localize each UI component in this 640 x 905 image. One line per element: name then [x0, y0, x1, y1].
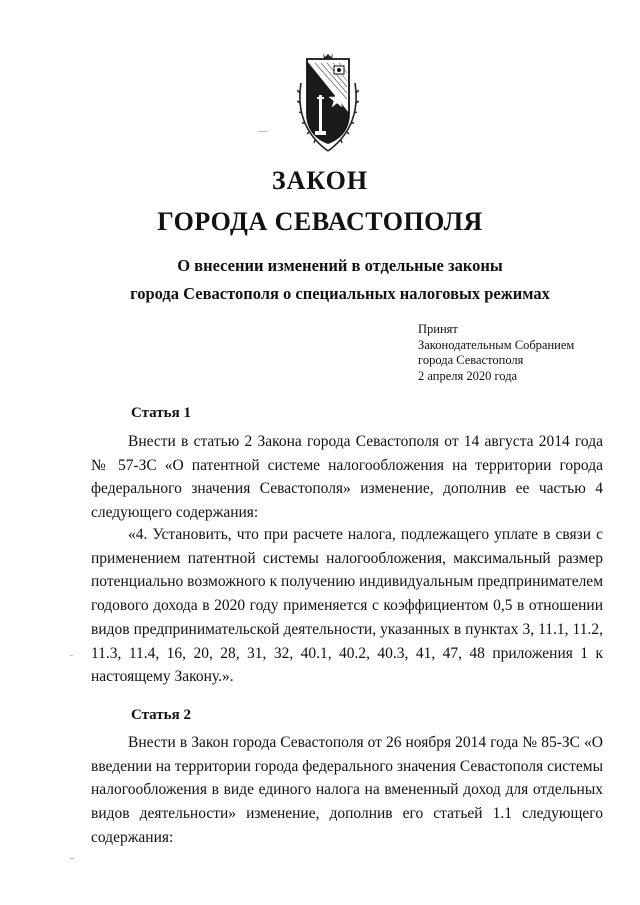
- scan-speck: [70, 858, 74, 859]
- adoption-line: города Севастополя: [418, 353, 524, 367]
- document-subtitle-line2: города Севастополя о специальных налоговых режимах: [130, 284, 550, 303]
- document-subtitle-line1: О внесении изменений в отдельные законы: [177, 256, 503, 275]
- adoption-block: [418, 322, 574, 384]
- article-2-paragraph-1: Внести в Закон города Севастополя от 26 ноября 2014 года № 85-ЗС «О введении на территории города федерального значения Севастополя системы налогообложения в виде единого налога на вмененный доход для отдельных видов деятельности» изменение, дополнив его статьей 1.1 следующего содержания:: [91, 734, 603, 846]
- article-2-heading: Статья 2: [131, 707, 191, 723]
- document-title: ЗАКОН: [271, 166, 369, 195]
- document-title-city: ГОРОДА СЕВАСТОПОЛЯ: [157, 207, 483, 236]
- sevastopol-coat-of-arms-icon: [297, 53, 359, 155]
- scan-speck: [258, 131, 268, 132]
- article-1-heading: Статья 1: [131, 405, 191, 421]
- adoption-line: Законодательным Собранием: [418, 337, 575, 352]
- adoption-line: Принят: [418, 322, 458, 336]
- article-1-paragraph-2: «4. Установить, что при расчете налога, подлежащего уплате в связи с применением патентной системы налогообложения, максимальный размер потенциально возможного к получению индивидуальным предпринимателем годового дохода в 2020 году применяется с коэффициентом 0,5 в отношении видов предпринимательской деятельности, указанных в пунктах 3, 11.1, 11.2, 11.3, 11.4, 16, 20, 28, 31, 32, 40.1, 40.2, 40.3, 41, 47, 48 приложения 1 к настоящему Закону.».: [91, 526, 603, 686]
- scan-speck: [70, 655, 73, 656]
- article-1-paragraph-1: Внести в статью 2 Закона города Севастополя от 14 августа 2014 года № 57-ЗС «О патентной системе налогообложения на территории города федерального значения Севастополя» изменение, дополнив ее частью 4 следующего содержания:: [91, 433, 603, 522]
- adoption-date: 2 апреля 2020 года: [418, 368, 518, 383]
